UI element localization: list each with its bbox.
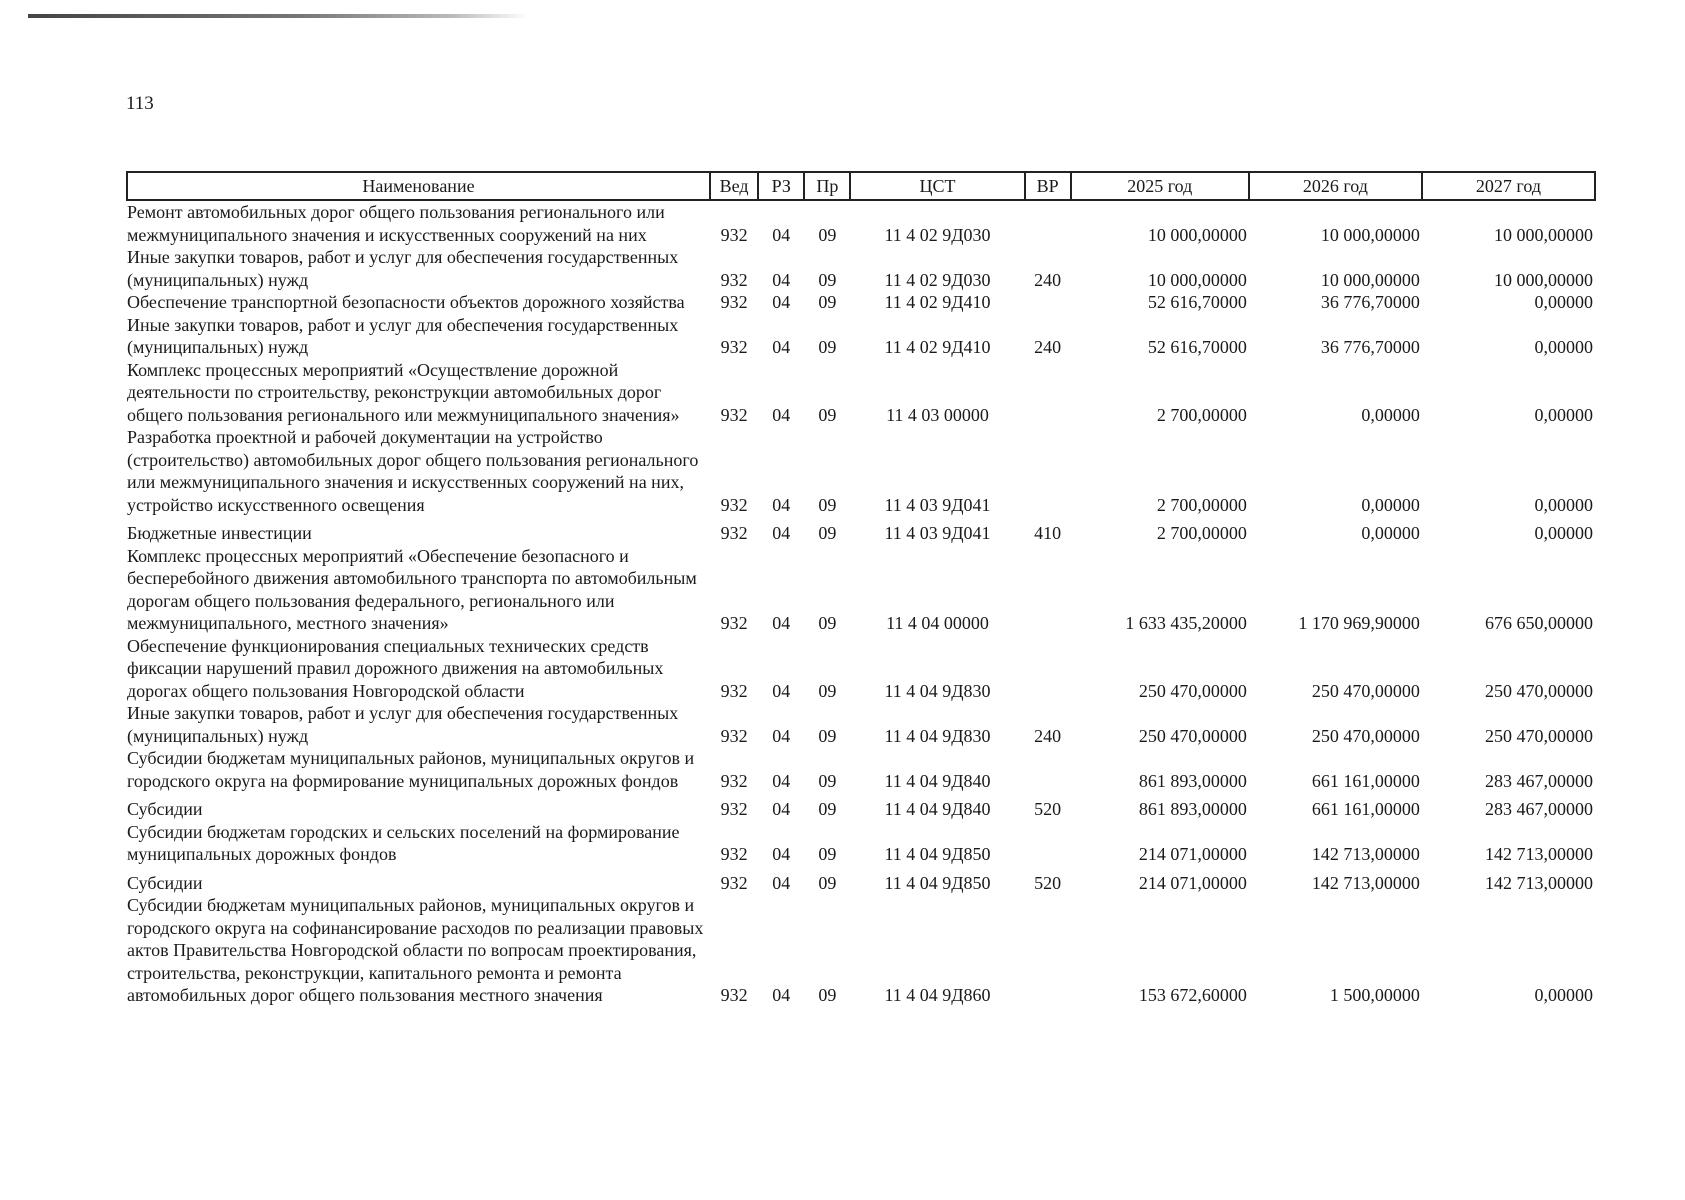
row-rz: 04 [772,985,791,1005]
row-amount-2026: 36 776,70000 [1320,292,1420,312]
table-row [127,516,1595,545]
row-rz: 04 [772,844,791,864]
row-pr: 09 [818,494,837,515]
table-row [127,702,1595,747]
row-cst: 11 4 04 9Д850 [884,844,991,864]
row-amount-2027: 0,00000 [1534,985,1593,1005]
row-amount-2025: 10 000,00000 [1147,224,1247,245]
row-rz: 04 [772,337,791,357]
table-row [127,545,1595,635]
row-vr [1025,747,1071,792]
row-vr [1025,291,1071,314]
row-vr [1025,426,1071,516]
row-rz: 04 [772,404,791,425]
row-rz: 04 [772,770,791,791]
row-amount-2026: 0,00000 [1361,494,1420,515]
table-row [127,792,1595,821]
row-ved: 932 [720,985,748,1005]
row-amount-2026: 250 470,00000 [1311,725,1420,746]
col-header-vr: ВР [1025,172,1071,200]
row-rz: 04 [772,269,791,290]
row-rz: 04 [772,613,791,633]
row-rz: 04 [772,523,791,543]
row-amount-2025: 250 470,00000 [1138,680,1247,701]
row-pr: 09 [818,292,837,312]
scan-edge-mark [28,14,528,18]
row-cst: 11 4 03 9Д041 [884,494,991,515]
table-row [127,821,1595,866]
row-cst: 11 4 02 9Д410 [884,292,991,312]
row-amount-2026: 1 500,00000 [1329,985,1420,1005]
col-header-ved: Вед [710,172,758,200]
row-pr: 09 [818,725,837,746]
row-amount-2027: 10 000,00000 [1494,224,1593,245]
row-rz: 04 [772,725,791,746]
row-amount-2027: 0,00000 [1534,404,1593,425]
row-name: Иные закупки товаров, работ и услуг для обеспечения государственных (муниципальных) нужд [127,314,679,357]
row-amount-2025: 214 071,00000 [1138,844,1247,864]
row-name: Бюджетные инвестиции [127,523,312,543]
row-cst: 11 4 04 00000 [886,613,989,633]
page-number: 113 [126,93,154,114]
col-header-rz: РЗ [758,172,804,200]
row-amount-2026: 1 170 969,90000 [1298,613,1420,633]
row-cst: 11 4 02 9Д030 [884,269,991,290]
row-pr: 09 [818,269,837,290]
row-amount-2025: 153 672,60000 [1138,985,1247,1005]
table-row [127,314,1595,359]
row-rz: 04 [772,872,791,893]
row-vr: 410 [1034,523,1062,543]
row-ved: 932 [720,494,748,515]
row-cst: 11 4 04 9Д860 [884,985,991,1005]
row-pr: 09 [818,770,837,791]
row-amount-2026: 0,00000 [1361,523,1420,543]
row-vr: 520 [1034,872,1062,893]
table-row [127,426,1595,516]
row-vr [1025,635,1071,703]
row-amount-2025: 1 633 435,20000 [1125,613,1247,633]
col-header-2027: 2027 год [1422,172,1595,200]
row-amount-2025: 52 616,70000 [1147,292,1247,312]
row-vr: 240 [1034,337,1062,357]
row-amount-2027: 0,00000 [1534,523,1593,543]
table-row [127,359,1595,427]
table-row [127,635,1595,703]
row-ved: 932 [720,725,748,746]
row-rz: 04 [772,799,791,819]
row-vr: 240 [1034,725,1062,746]
row-amount-2025: 861 893,00000 [1138,799,1247,819]
row-amount-2027: 283 467,00000 [1485,770,1593,791]
row-amount-2025: 2 700,00000 [1156,404,1247,425]
row-vr: 520 [1034,799,1062,819]
table-row [127,200,1595,246]
row-amount-2026: 10 000,00000 [1320,269,1420,290]
row-name: Обеспечение функционирования специальных технических средств фиксации нарушений правил дорожного движения на автомобильных дорогах общего пользования Новгородской области [127,635,664,701]
row-amount-2025: 2 700,00000 [1156,494,1247,515]
row-name: Субсидии бюджетам муниципальных районов, муниципальных округов и городского округа на формирование муниципальных дорожных фондов [127,748,695,791]
row-amount-2026: 661 161,00000 [1311,770,1420,791]
row-name: Иные закупки товаров, работ и услуг для обеспечения государственных (муниципальных) нужд [127,247,679,290]
table-row [127,866,1595,895]
row-amount-2027: 676 650,00000 [1485,613,1593,633]
row-ved: 932 [720,799,748,819]
row-cst: 11 4 04 9Д840 [884,799,991,819]
col-header-2026: 2026 год [1249,172,1422,200]
row-rz: 04 [772,292,791,312]
row-pr: 09 [818,680,837,701]
col-header-name: Наименование [127,172,710,200]
row-vr: 240 [1034,269,1062,290]
row-amount-2025: 2 700,00000 [1156,523,1247,543]
row-amount-2025: 861 893,00000 [1138,770,1247,791]
row-name: Субсидии бюджетам муниципальных районов, муниципальных округов и городского округа на софинансирование расходов по реализации правовых актов Правительства Новгородской области по вопросам проектирования, строительства, реконструкции, капитального ремонта и ремонта автомобильных дорог общего пользования местного значения [127,895,704,1005]
row-name: Иные закупки товаров, работ и услуг для обеспечения государственных (муниципальных) нужд [127,703,679,746]
row-vr [1025,200,1071,246]
row-pr: 09 [818,404,837,425]
row-rz: 04 [772,224,791,245]
row-amount-2027: 250 470,00000 [1485,680,1593,701]
row-name: Ремонт автомобильных дорог общего пользования регионального или межмуниципального значения и искусственных сооружений на них [127,202,665,245]
row-amount-2026: 0,00000 [1361,404,1420,425]
header-row [127,172,1595,200]
row-ved: 932 [720,523,748,543]
row-amount-2026: 661 161,00000 [1311,799,1420,819]
row-amount-2025: 250 470,00000 [1138,725,1247,746]
row-rz: 04 [772,680,791,701]
row-ved: 932 [720,404,748,425]
row-name: Комплекс процессных мероприятий «Осуществление дорожной деятельности по строительству, реконструкции автомобильных дорог общего пользования регионального или межмуниципального значения» [127,359,680,425]
table-row [127,894,1595,1007]
row-vr [1025,821,1071,866]
row-ved: 932 [720,337,748,357]
row-amount-2027: 283 467,00000 [1485,799,1593,819]
table-row [127,291,1595,314]
row-pr: 09 [818,985,837,1005]
row-pr: 09 [818,337,837,357]
row-ved: 932 [720,292,748,312]
row-ved: 932 [720,680,748,701]
row-ved: 932 [720,844,748,864]
row-ved: 932 [720,770,748,791]
row-cst: 11 4 04 9Д830 [884,680,991,701]
row-pr: 09 [818,844,837,864]
row-cst: 11 4 04 9Д840 [884,770,991,791]
row-vr [1025,545,1071,635]
row-pr: 09 [818,224,837,245]
table-row [127,246,1595,291]
row-ved: 932 [720,224,748,245]
row-vr [1025,894,1071,1007]
row-rz: 04 [772,494,791,515]
budget-table [126,171,1596,1007]
row-ved: 932 [720,613,748,633]
row-amount-2027: 0,00000 [1534,337,1593,357]
row-cst: 11 4 04 9Д830 [884,725,991,746]
row-name: Субсидии [127,872,203,893]
row-cst: 11 4 02 9Д410 [884,337,991,357]
row-name: Разработка проектной и рабочей документации на устройство (строительство) автомобильных дорог общего пользования регионального или межмуниципального значения и искусственных сооружений на них, устройство искусственного освещения [127,427,699,515]
row-amount-2026: 142 713,00000 [1311,872,1420,893]
row-amount-2027: 0,00000 [1534,494,1593,515]
row-vr [1025,359,1071,427]
row-name: Субсидии бюджетам городских и сельских поселений на формирование муниципальных дорожных фондов [127,821,680,864]
row-cst: 11 4 04 9Д850 [884,872,991,893]
row-name: Обеспечение транспортной безопасности объектов дорожного хозяйства [127,292,685,312]
row-amount-2026: 10 000,00000 [1320,224,1420,245]
table-row [127,747,1595,792]
row-pr: 09 [818,872,837,893]
row-amount-2026: 142 713,00000 [1311,844,1420,864]
row-pr: 09 [818,799,837,819]
row-cst: 11 4 03 9Д041 [884,523,991,543]
row-amount-2027: 142 713,00000 [1485,844,1593,864]
row-pr: 09 [818,523,837,543]
col-header-pr: Пр [804,172,850,200]
row-amount-2026: 36 776,70000 [1320,337,1420,357]
row-amount-2027: 10 000,00000 [1494,269,1593,290]
row-cst: 11 4 02 9Д030 [884,224,991,245]
row-name: Субсидии [127,799,203,819]
col-header-cst: ЦСТ [850,172,1024,200]
row-amount-2027: 142 713,00000 [1485,872,1593,893]
row-amount-2025: 214 071,00000 [1138,872,1247,893]
row-ved: 932 [720,872,748,893]
row-ved: 932 [720,269,748,290]
row-amount-2025: 52 616,70000 [1147,337,1247,357]
row-pr: 09 [818,613,837,633]
row-amount-2027: 0,00000 [1534,292,1593,312]
row-amount-2027: 250 470,00000 [1485,725,1593,746]
row-name: Комплекс процессных мероприятий «Обеспечение безопасного и бесперебойного движения автомобильного транспорта по автомобильным дорогам общего пользования федерального, регионального или межмуниципального, местного значения» [127,545,697,633]
col-header-2025: 2025 год [1071,172,1249,200]
row-amount-2025: 10 000,00000 [1147,269,1247,290]
row-cst: 11 4 03 00000 [886,404,989,425]
row-amount-2026: 250 470,00000 [1311,680,1420,701]
